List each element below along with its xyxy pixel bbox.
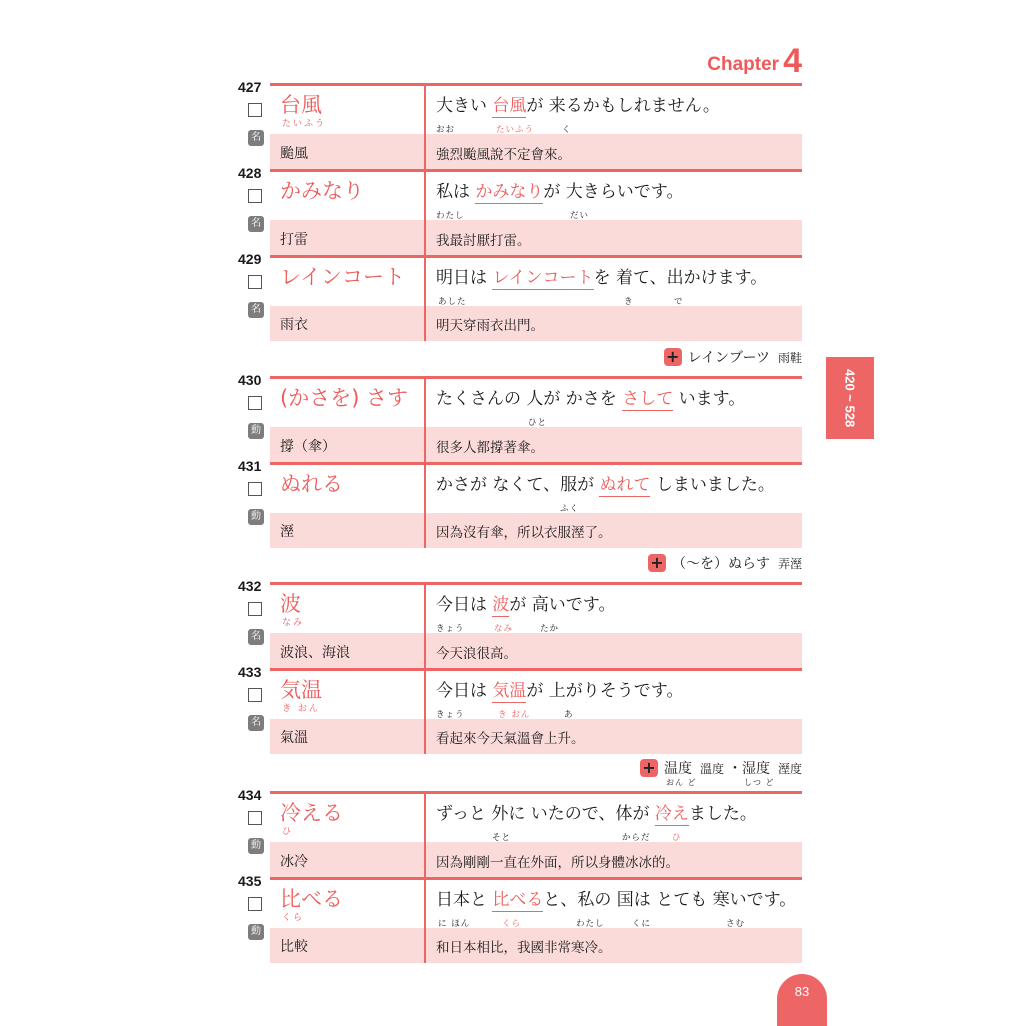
vocab-furigana: たいふう [282, 119, 327, 129]
study-checkbox[interactable] [248, 688, 262, 702]
sentence-translation: 明天穿雨衣出門。 [436, 317, 544, 334]
study-checkbox[interactable] [248, 275, 262, 289]
part-of-speech-badge: 動 [248, 924, 264, 940]
vocab-word: 比べる [280, 887, 343, 911]
part-of-speech-badge: 動 [248, 838, 264, 854]
example-sentence: 明日は レインコートを 着て、出かけます。 あした き で [436, 268, 768, 307]
related-word-note: + 温度 おん ど 溫度 ・ 湿度 しつ ど 溼度 [640, 758, 802, 778]
study-checkbox[interactable] [248, 811, 262, 825]
vocab-meaning: 比較 [280, 938, 308, 955]
example-sentence: 私は かみなりが 大きらいです。 わたし だい [436, 182, 684, 221]
entry-number: 432 [238, 578, 262, 594]
vocab-word: ぬれる [280, 472, 343, 496]
plus-icon: + [640, 759, 658, 777]
example-sentence: 日本と 比べると、私の 国は とても 寒いです。 に ほん くら わたし くに さむ [436, 890, 797, 929]
vocab-word: (かさを) さす [280, 386, 409, 410]
related-word-note: + レインブーツ 雨鞋 [664, 347, 802, 367]
related-word-1: 温度 おん ど [663, 761, 697, 787]
entry-number: 429 [238, 251, 262, 267]
vocab-meaning: 溼 [280, 523, 294, 540]
sentence-translation: 因為沒有傘，所以衣服溼了。 [436, 524, 612, 541]
example-sentence: 大きい 台風が 来るかもしれません。 おお たいふう く [436, 96, 720, 135]
entry-number: 431 [238, 458, 262, 474]
vocab-word: レインコート [280, 265, 405, 289]
study-checkbox[interactable] [248, 897, 262, 911]
vocab-furigana: くら [282, 913, 305, 923]
entry-number: 430 [238, 372, 262, 388]
part-of-speech-badge: 名 [248, 715, 264, 731]
vocab-meaning: 打雷 [280, 232, 308, 248]
example-sentence: ずっと 外に いたので、体が 冷えました。 そと からだ ひ [436, 804, 757, 843]
sentence-translation: 看起來今天氣溫會上升。 [436, 730, 585, 747]
vocab-meaning: 颱風 [280, 146, 308, 162]
part-of-speech-badge: 名 [248, 629, 264, 645]
example-sentence: たくさんの 人が かさを さして います。 ひと [436, 389, 746, 428]
part-of-speech-badge: 名 [248, 130, 264, 146]
chapter-number: 4 [783, 42, 802, 80]
vocab-furigana: ひ [282, 827, 294, 837]
study-checkbox[interactable] [248, 103, 262, 117]
study-checkbox[interactable] [248, 482, 262, 496]
study-checkbox[interactable] [248, 396, 262, 410]
entry-number: 427 [238, 79, 262, 95]
example-sentence: かさが なくて、服が ぬれて しまいました。 ふく [436, 475, 775, 514]
related-word-2: 湿度 しつ ど [741, 761, 775, 787]
sentence-translation: 和日本相比，我國非常寒冷。 [436, 939, 612, 956]
part-of-speech-badge: 名 [248, 302, 264, 318]
vocab-meaning: 氣溫 [280, 729, 308, 746]
sentence-translation: 強烈颱風說不定會來。 [436, 147, 571, 163]
vocab-meaning: 波浪、海浪 [280, 645, 350, 661]
page-number: 83 [777, 974, 827, 1026]
chapter-heading [707, 40, 802, 79]
vocab-meaning: 冰冷 [280, 854, 308, 870]
entry-number: 434 [238, 787, 262, 803]
sentence-translation: 今天浪很高。 [436, 646, 517, 662]
sentence-translation: 因為剛剛一直在外面，所以身體冰冰的。 [436, 855, 679, 871]
example-sentence: 今日は 気温が 上がりそうです。 きょう き おん あ [436, 681, 684, 720]
study-checkbox[interactable] [248, 189, 262, 203]
study-checkbox[interactable] [248, 602, 262, 616]
vocab-word: 冷える [280, 801, 343, 825]
vocab-furigana: き おん [282, 704, 320, 714]
entry-number: 433 [238, 664, 262, 680]
vocab-word: 気温 [280, 678, 322, 702]
section-range-label: 420 ~ 528 [842, 368, 858, 428]
vocab-meaning: 撐（傘） [280, 439, 336, 455]
vocab-word: 台風 [280, 93, 322, 117]
part-of-speech-badge: 動 [248, 423, 264, 439]
entry-number: 435 [238, 873, 262, 889]
part-of-speech-badge: 名 [248, 216, 264, 232]
sentence-translation: 我最討厭打雷。 [436, 233, 531, 249]
sentence-translation: 很多人都撐著傘。 [436, 440, 544, 456]
vocab-word: 波 [280, 592, 301, 616]
section-range-tab [826, 357, 874, 439]
chapter-word: Chapter [707, 54, 780, 75]
part-of-speech-badge: 動 [248, 509, 264, 525]
example-sentence: 今日は 波が 高いです。 きょう なみ たか [436, 595, 616, 634]
plus-icon: + [664, 348, 682, 366]
vocab-meaning: 雨衣 [280, 316, 308, 333]
vocab-furigana: なみ [282, 618, 305, 628]
entry-number: 428 [238, 165, 262, 181]
related-word-note: + （〜を）ぬらす 弄溼 [648, 553, 802, 573]
vocab-word: かみなり [280, 179, 364, 203]
plus-icon: + [648, 554, 666, 572]
